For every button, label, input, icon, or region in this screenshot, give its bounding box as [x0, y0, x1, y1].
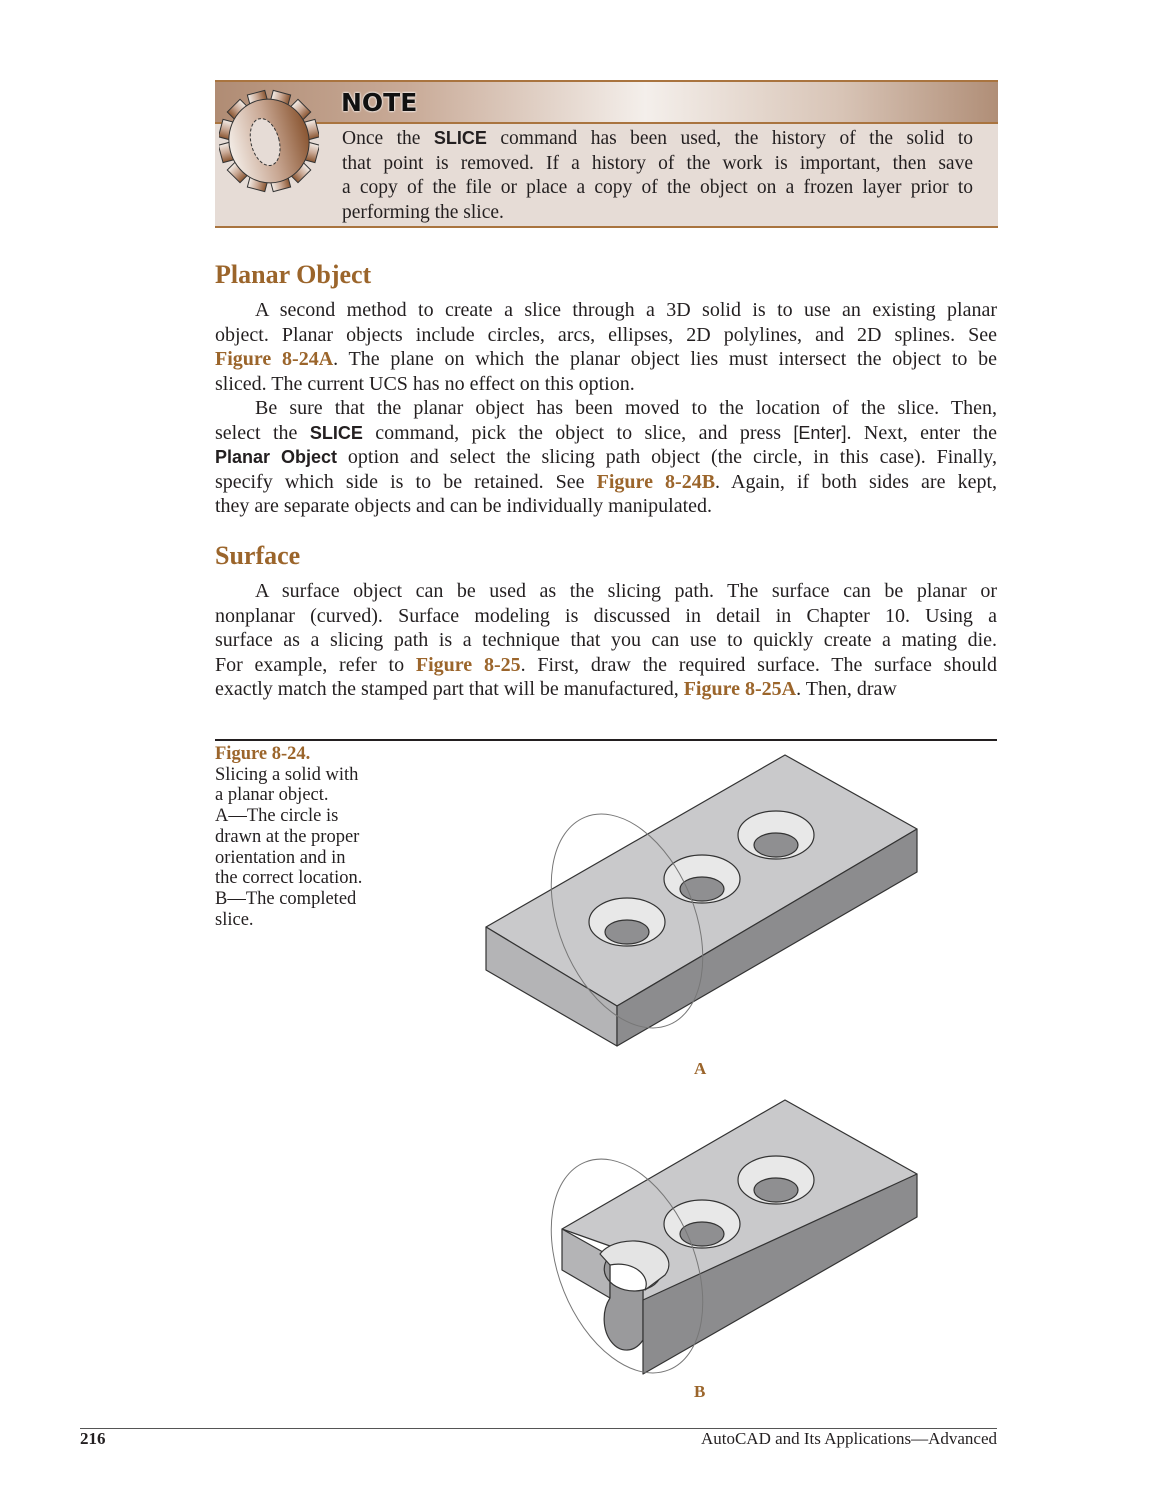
- text-run: A surface object can be used as the slicing path. The surface can be planar or: [255, 580, 997, 602]
- text-run: command has been used, the history of the solid to: [486, 128, 973, 149]
- text-run: Be sure that the planar object has been moved to the location of the slice. Then,: [255, 397, 997, 419]
- text-run: . The plane on which the planar object lies must intersect the object to be: [333, 348, 997, 370]
- text-run: . Then, draw: [796, 678, 897, 700]
- text-run: exactly match the stamped part that will be manufactured,: [215, 678, 684, 700]
- figure-reference-link[interactable]: Figure 8-24B: [596, 470, 716, 493]
- figure-reference-link[interactable]: Figure 8-25A: [683, 678, 797, 700]
- figure-label-b: B: [694, 1382, 706, 1401]
- caption-line: the correct location.: [215, 868, 363, 889]
- text-run: a copy of the file or place a copy of the object on a frozen layer prior to: [342, 177, 973, 198]
- text-run: Once the: [342, 128, 434, 149]
- caption-line: A—The circle is: [215, 806, 339, 827]
- book-title: AutoCAD and Its Applications—Advanced: [700, 1429, 997, 1448]
- command-name: SLICE: [309, 422, 363, 443]
- solid-block-a: [486, 755, 917, 1046]
- text-run: option and select the slicing path object (the circle, in this case). Finally,: [336, 446, 997, 468]
- key-name: [Enter]: [793, 422, 847, 443]
- caption-line: orientation and in: [215, 847, 346, 868]
- figure-label-a: A: [694, 1059, 707, 1078]
- caption-line: B—The completed: [215, 888, 357, 909]
- countersunk-hole: [738, 811, 814, 859]
- caption-line: drawn at the proper: [215, 826, 360, 847]
- text-run: For example, refer to: [215, 653, 416, 676]
- solid-block-b: [562, 1100, 917, 1374]
- text-run: A second method to create a slice through a 3D solid is to use an existing planar: [255, 299, 997, 321]
- countersunk-hole: [589, 898, 665, 946]
- text-run: that point is removed. If a history of the work is important, then save: [342, 152, 973, 174]
- command-name: Planar Object: [215, 447, 337, 467]
- caption-line: Slicing a solid with: [215, 764, 359, 785]
- text-run: surface as a slicing path is a technique that you can use to quickly create a mating die.: [215, 629, 997, 651]
- note-title: NOTE: [341, 88, 418, 117]
- text-run: select the: [215, 421, 310, 444]
- text-run: . Again, if both sides are kept,: [715, 470, 997, 493]
- text-run: command, pick the object to slice, and press: [362, 421, 794, 444]
- section-heading-surface: Surface: [215, 541, 301, 570]
- text-run: specify which side is to be retained. See: [215, 470, 597, 493]
- caption-line: slice.: [215, 909, 254, 930]
- page-number: 216: [80, 1429, 106, 1448]
- figure-title: Figure 8-24.: [215, 744, 311, 764]
- section-heading-planar-object: Planar Object: [215, 260, 372, 289]
- text-run: sliced. The current UCS has no effect on this option.: [215, 372, 635, 395]
- figure-reference-link[interactable]: Figure 8-24A: [215, 348, 334, 370]
- command-name: SLICE: [433, 128, 487, 148]
- text-run: . Next, enter the: [846, 421, 997, 444]
- text-run: . First, draw the required surface. The surface should: [520, 653, 997, 676]
- caption-line: a planar object.: [215, 785, 329, 806]
- text-run: performing the slice.: [342, 201, 504, 223]
- text-run: object. Planar objects include circles, arcs, ellipses, 2D polylines, and 2D splines. See: [215, 323, 997, 346]
- figure-reference-link[interactable]: Figure 8-25: [415, 653, 521, 676]
- text-run: nonplanar (curved). Surface modeling is discussed in detail in Chapter 10. Using a: [215, 604, 997, 627]
- countersunk-hole: [664, 855, 740, 903]
- text-run: they are separate objects and can be individually manipulated.: [215, 495, 713, 517]
